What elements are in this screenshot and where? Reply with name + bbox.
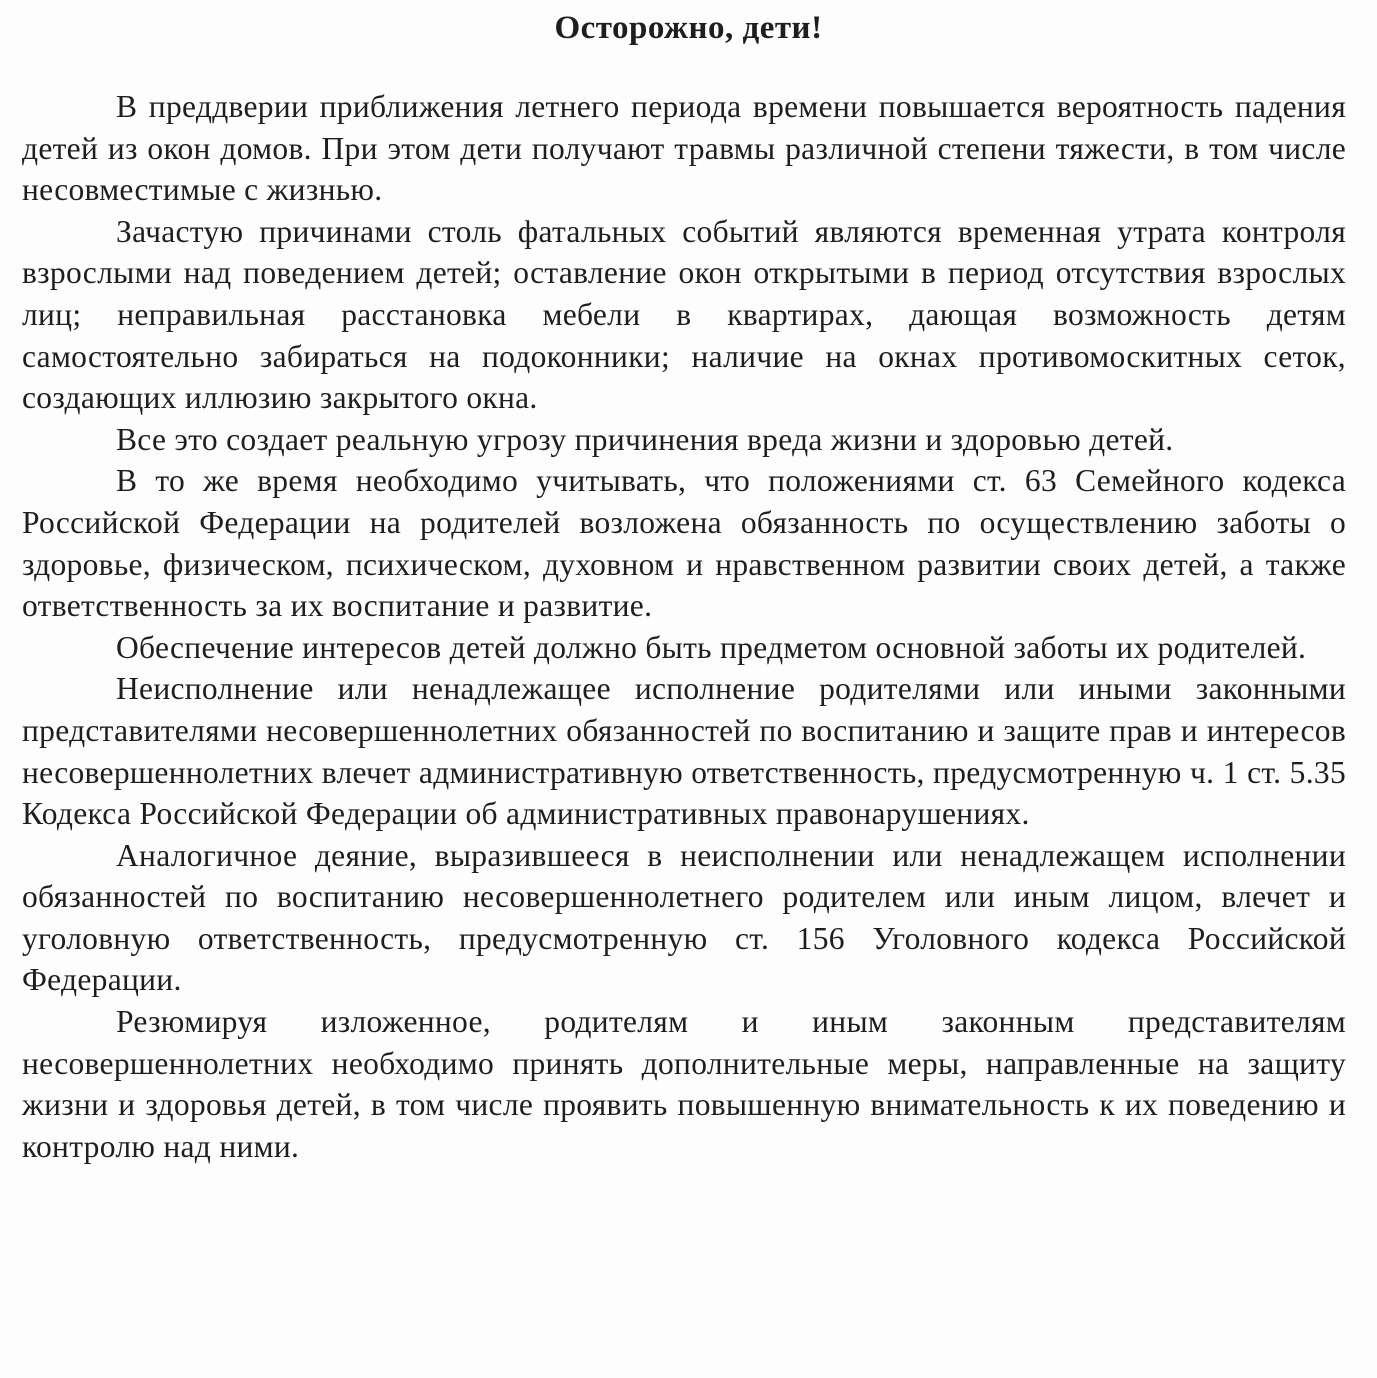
paragraph-causes: Зачастую причинами столь фатальных событий являются временная утрата контроля взрослыми над поведением детей; оставление окон открытыми в период отсутствия взрослых лиц; неправильная расстановка мебели в квартирах, дающая возможность детям самостоятельно забираться на подоконники; наличие на окнах противомоскитных сеток, создающих иллюзию закрытого окна. xyxy=(22,213,1346,416)
paragraph-threat: Все это создает реальную угрозу причинения вреда жизни и здоровью детей. xyxy=(116,421,1174,457)
paragraph-administrative-liability: Неисполнение или ненадлежащее исполнение родителями или иными законными представителями несовершеннолетних обязанностей по воспитанию и защите прав и интересов несовершеннолетних влечет административную ответственность, предусмотренную ч. 1 ст. 5.35 Кодекса Российской Федерации об административных правонарушениях. xyxy=(22,671,1346,832)
document-body xyxy=(22,86,1346,1167)
paragraph-criminal-liability: Аналогичное деяние, выразившееся в неисполнении или ненадлежащем исполнении обязанностей по воспитанию несовершеннолетнего родителем или иным лицом, влечет и уголовную ответственность, предусмотренную ст. 156 Уголовного кодекса Российской Федерации. xyxy=(22,837,1346,998)
paragraph-summary: Резюмируя изложенное, родителям и иным законным представителям несовершеннолетних необходимо принять дополнительные меры, направленные на защиту жизни и здоровья детей, в том числе проявить повышенную внимательность к их поведению и контролю над ними. xyxy=(22,1004,1346,1164)
document-title: Осторожно, дети! xyxy=(554,10,823,46)
paragraph-interests: Обеспечение интересов детей должно быть предметом основной заботы их родителей. xyxy=(116,629,1307,665)
paragraph-family-code: В то же время необходимо учитывать, что положениями ст. 63 Семейного кодекса Российской Федерации на родителей возложена обязанность по осуществлению заботы о здоровье, физическом, психическом, духовном и нравственном развитии своих детей, а также ответственность за их воспитание и развитие. xyxy=(22,463,1346,624)
paragraph-summer-risk: В преддверии приближения летнего периода времени повышается вероятность падения детей из окон домов. При этом дети получают травмы различной степени тяжести, в том числе несовместимые с жизнью. xyxy=(22,89,1346,208)
